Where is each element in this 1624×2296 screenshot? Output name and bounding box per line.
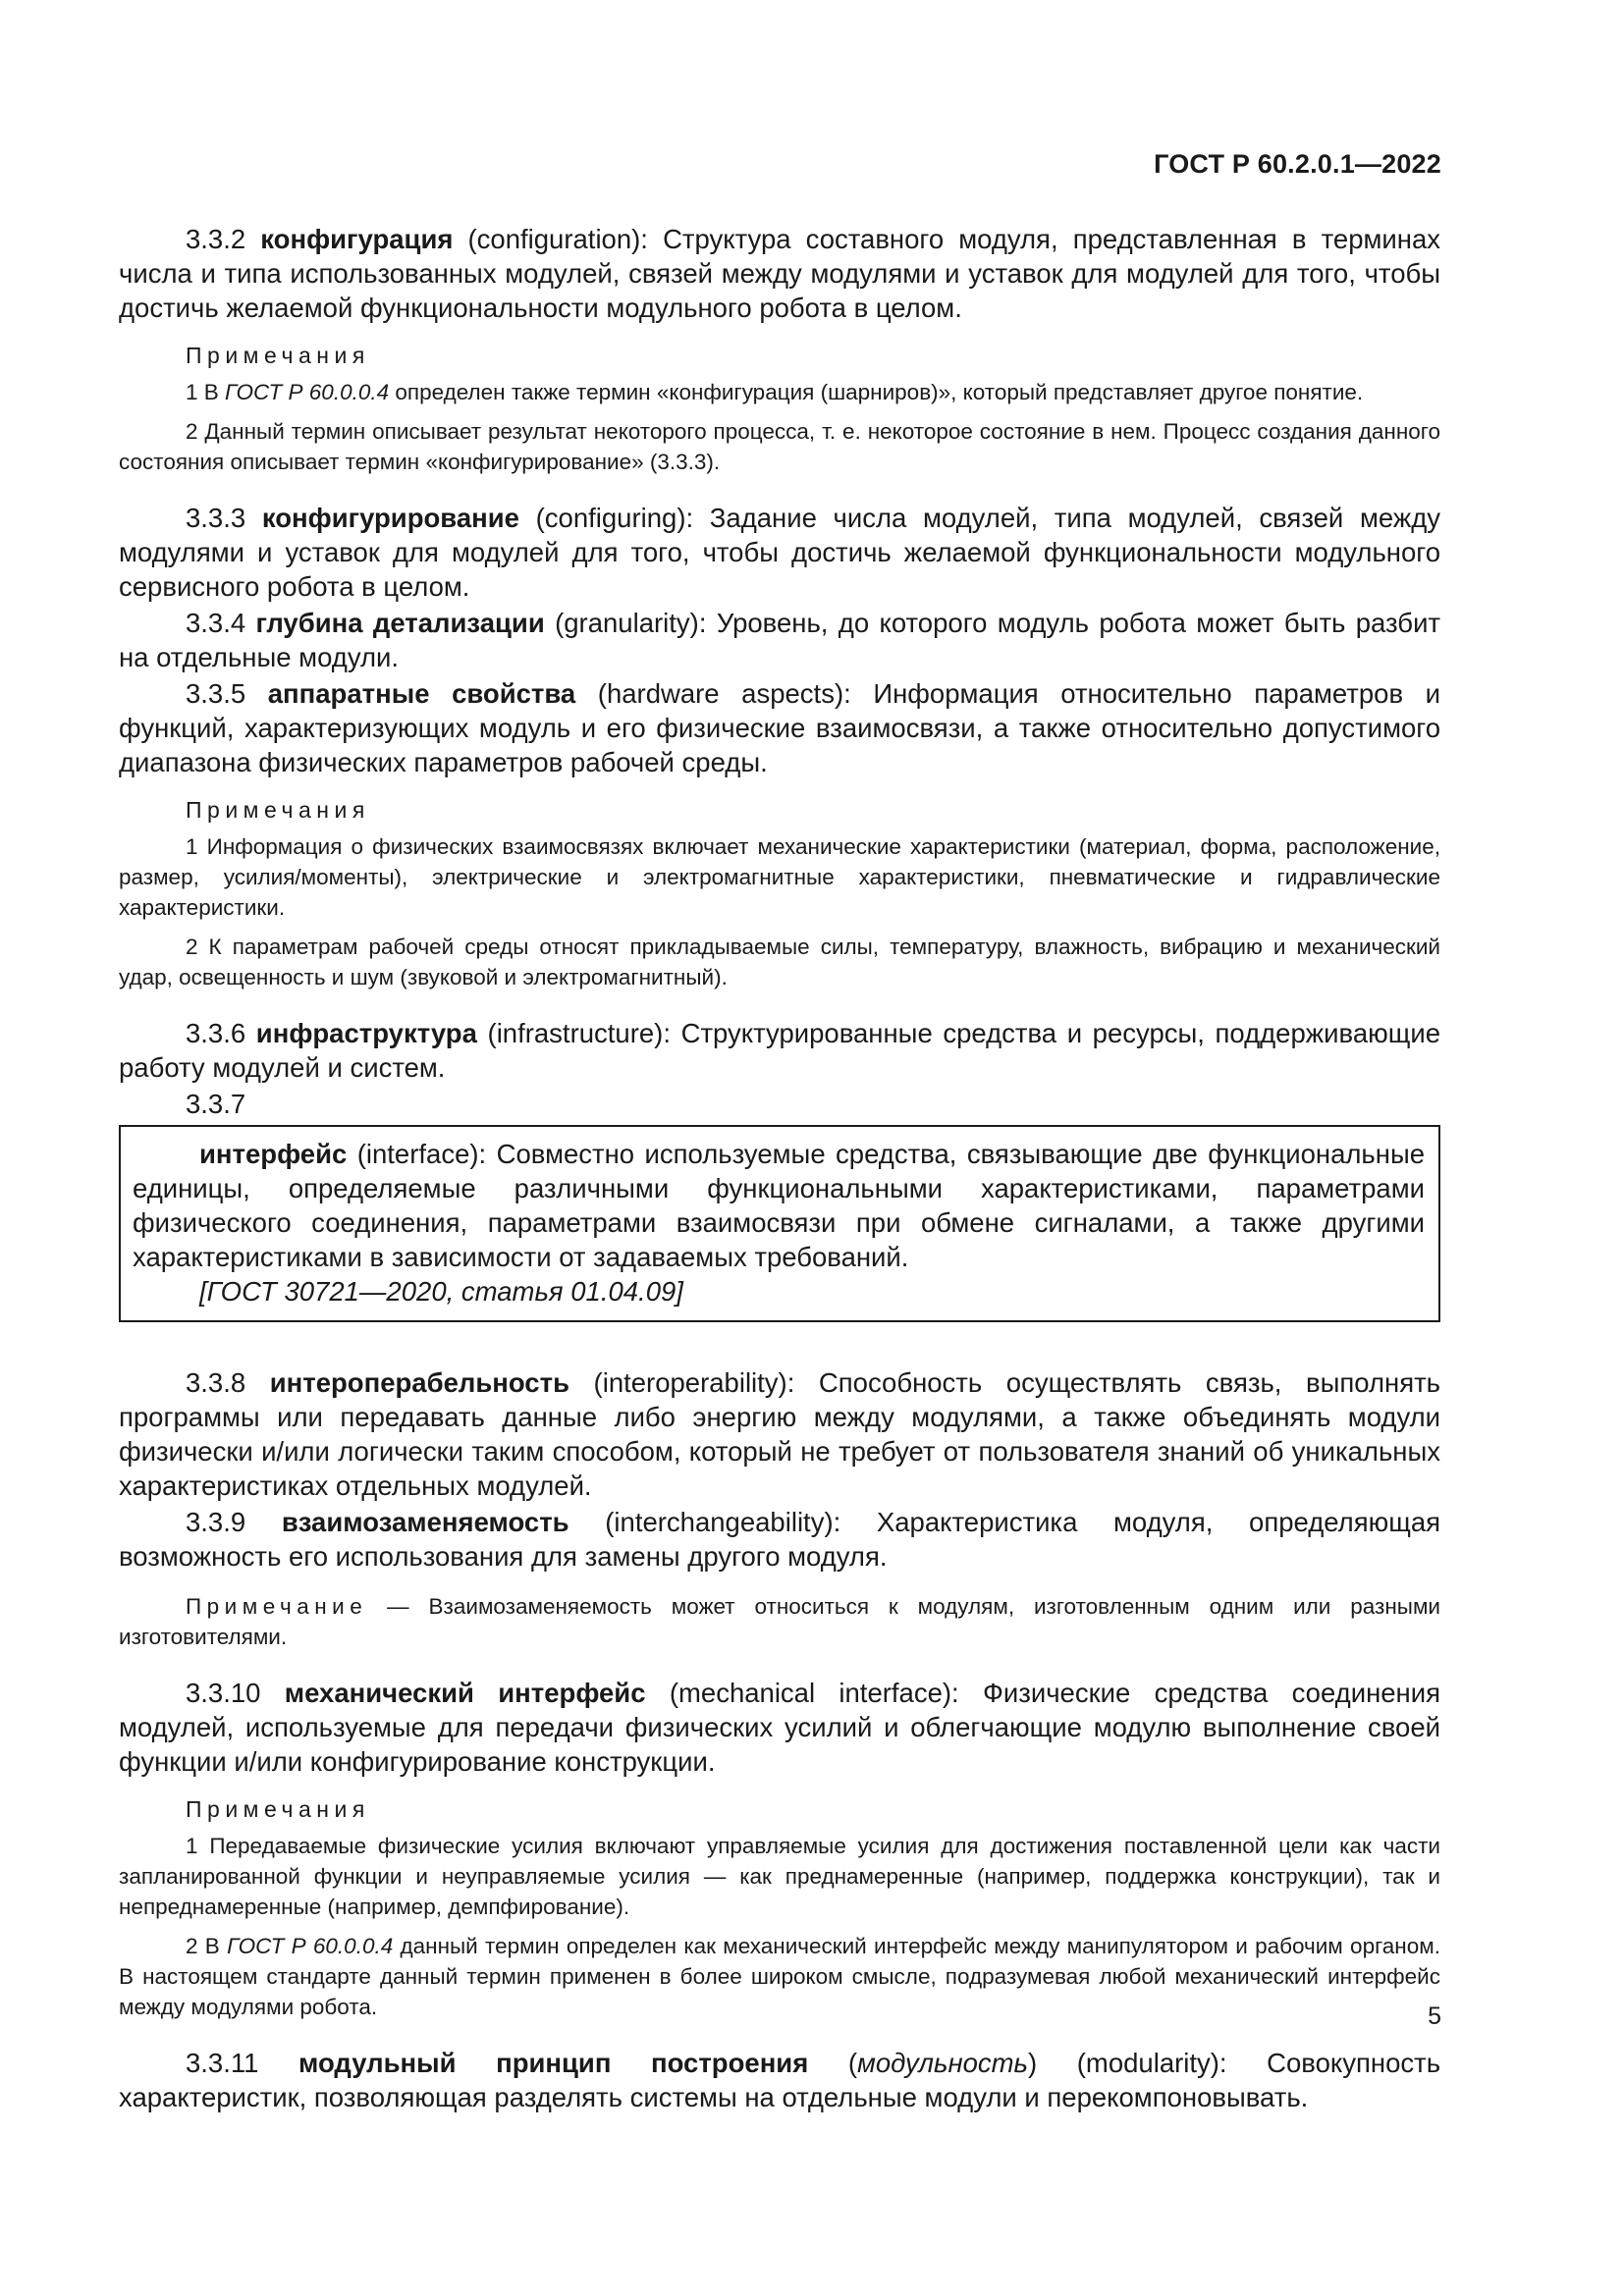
term-definition: Структура составного модуля, представленная в терминах числа и типа использованных модулей, связей между модулями и уставок для модулей для того, чтобы достичь желаемой функциональности модульного робота в целом. xyxy=(119,224,1441,323)
page-body xyxy=(119,222,1440,2132)
term-name: модульный принцип построения xyxy=(298,2048,809,2078)
term-english: (granularity): xyxy=(555,608,707,638)
note-1: 1 Передаваемые физические усилия включают управляемые усилия для достижения поставленной цели как части запланированной функции и неуправляемые усилия — как преднамеренные (например, поддержка конструкции), так и непреднамеренные (например, демпфирование). xyxy=(119,1834,1440,1919)
term-english: (mechanical interface): xyxy=(669,1678,959,1708)
note-label: Примечание xyxy=(186,1594,368,1619)
document-code-header: ГОСТ Р 60.2.0.1—2022 xyxy=(1154,149,1441,179)
note-2: 2 В ГОСТ Р 60.0.0.4 данный термин определен как механический интерфейс между манипулятором и рабочим органом. В настоящем стандарте данный термин применен в более широком смысле, подразумевая любой механический интерфейс между модулями робота. xyxy=(119,1934,1440,2019)
term-english: (modularity): xyxy=(1076,2048,1227,2078)
note-2: 2 К параметрам рабочей среды относят прикладываемые силы, температуру, влажность, вибрацию и механический удар, освещенность и шум (звуковой и электромагнитный). xyxy=(119,934,1440,989)
term-definition: Характеристика модуля, определяющая возможность его использования для замены другого модуля. xyxy=(119,1507,1441,1572)
term-entry-3-3-7 xyxy=(133,1137,1425,1274)
note-2: 2 Данный термин описывает результат некоторого процесса, т. е. некоторое состояние в нем. Процесс создания данного состояния описывает термин «конфигурирование» (3.3.3). xyxy=(119,419,1440,474)
term-definition: Задание числа модулей, типа модулей, связей между модулями и уставок для модулей для того, чтобы достичь желаемой функциональности модульного сервисного робота в целом. xyxy=(119,503,1441,602)
term-definition: Способность осуществлять связь, выполнять программы или передавать данные либо энергию между модулями, а также объединять модули физически и/или логически таким способом, который не требует от пользователя знаний об уникальных характеристиках отдельных модулей. xyxy=(119,1367,1441,1501)
term-english: (hardware aspects): xyxy=(597,678,851,709)
term-english: (configuration): xyxy=(467,224,648,254)
term-entry-3-3-4 xyxy=(119,606,1440,674)
term-english: (interface): xyxy=(356,1139,487,1169)
term-name: глубина детализации xyxy=(255,608,545,638)
term-number: 3.3.11 xyxy=(186,2048,259,2078)
term-name: механический интерфейс xyxy=(284,1678,646,1708)
term-name: инфраструктура xyxy=(255,1018,477,1048)
note-text: — Взаимозаменяемость может относиться к модулям, изготовленным одним или разными изготовителями. xyxy=(119,1594,1440,1649)
term-name: конфигурирование xyxy=(261,503,519,533)
term-number: 3.3.5 xyxy=(186,678,246,709)
term-entry-3-3-3 xyxy=(119,501,1440,604)
term-english: (configuring): xyxy=(535,503,694,533)
term-definition: Уровень, до которого модуль робота может быть разбит на отдельные модули. xyxy=(119,608,1441,672)
term-entry-3-3-9 xyxy=(119,1505,1440,1574)
term-english: (interchangeability): xyxy=(605,1507,841,1537)
term-entry-3-3-5 xyxy=(119,676,1440,779)
term-entry-3-3-2 xyxy=(119,222,1440,325)
term-number: 3.3.3 xyxy=(186,503,246,533)
term-name: интерфейс xyxy=(199,1139,348,1169)
term-synonym: модульность xyxy=(857,2048,1029,2078)
term-number: 3.3.8 xyxy=(186,1367,246,1398)
term-entry-3-3-6 xyxy=(119,1016,1440,1085)
term-name: конфигурация xyxy=(260,224,454,254)
term-name: взаимозаменяемость xyxy=(281,1507,569,1537)
term-number: 3.3.4 xyxy=(186,608,246,638)
term-entry-3-3-11: 3.3.11 модульный принцип построения (модульность) (modularity): Совокупность характеристик, позволяющая разделять системы на отдельные модули и перекомпоновывать. xyxy=(119,2048,1441,2112)
borrowed-term-box xyxy=(119,1125,1440,1322)
term-definition: Совокупность характеристик, позволяющая разделять системы на отдельные модули и перекомпоновывать. xyxy=(119,2048,1441,2112)
term-source-reference: [ГОСТ 30721—2020, статья 01.04.09] xyxy=(199,1276,683,1307)
note-1: 1 Информация о физических взаимосвязях включает механические характеристики (материал, форма, расположение, размер, усилия/моменты), электрические и электромагнитные характеристики, пневматические и гидравлические характеристики. xyxy=(119,834,1440,920)
term-number: 3.3.6 xyxy=(186,1018,246,1048)
term-definition: Информация относительно параметров и функций, характеризующих модуль и его физические взаимосвязи, а также относительно допустимого диапазона физических параметров рабочей среды. xyxy=(119,678,1441,777)
term-definition: Совместно используемые средства, связывающие две функциональные единицы, определяемые различными функциональными характеристиками, параметрами физического соединения, параметрами взаимосвязи при обмене сигналами, а также другими характеристиками в зависимости от задаваемых требований. xyxy=(133,1139,1426,1272)
notes-heading: Примечания xyxy=(186,343,370,368)
term-number: 3.3.2 xyxy=(186,224,246,254)
term-name: интероперабельность xyxy=(269,1367,569,1398)
term-entry-3-3-8 xyxy=(119,1365,1440,1503)
term-number: 3.3.9 xyxy=(186,1507,246,1537)
note-1: 1 В ГОСТ Р 60.0.0.4 определен также термин «конфигурация (шарниров)», который представляет другое понятие. xyxy=(186,380,1364,404)
term-name: аппаратные свойства xyxy=(267,678,576,709)
standard-reference: ГОСТ Р 60.0.0.4 xyxy=(227,1934,394,1958)
standard-reference: ГОСТ Р 60.0.0.4 xyxy=(225,380,390,404)
term-number: 3.3.7 xyxy=(186,1089,246,1119)
term-english: (infrastructure): xyxy=(487,1018,671,1048)
note xyxy=(119,1591,1440,1652)
term-definition: Физические средства соединения модулей, используемые для передачи физических усилий и облегчающие модулю выполнение своей функции и/или конфигурирование конструкции. xyxy=(119,1678,1440,1777)
term-english: (interoperability): xyxy=(593,1367,795,1398)
notes-heading: Примечания xyxy=(186,1796,370,1822)
term-entry-3-3-10 xyxy=(119,1676,1440,1779)
notes-heading: Примечания xyxy=(186,797,370,823)
page-number: 5 xyxy=(1428,2002,1441,2030)
term-definition: Структурированные средства и ресурсы, поддерживающие работу модулей и систем. xyxy=(119,1018,1441,1083)
term-number: 3.3.10 xyxy=(186,1678,261,1708)
